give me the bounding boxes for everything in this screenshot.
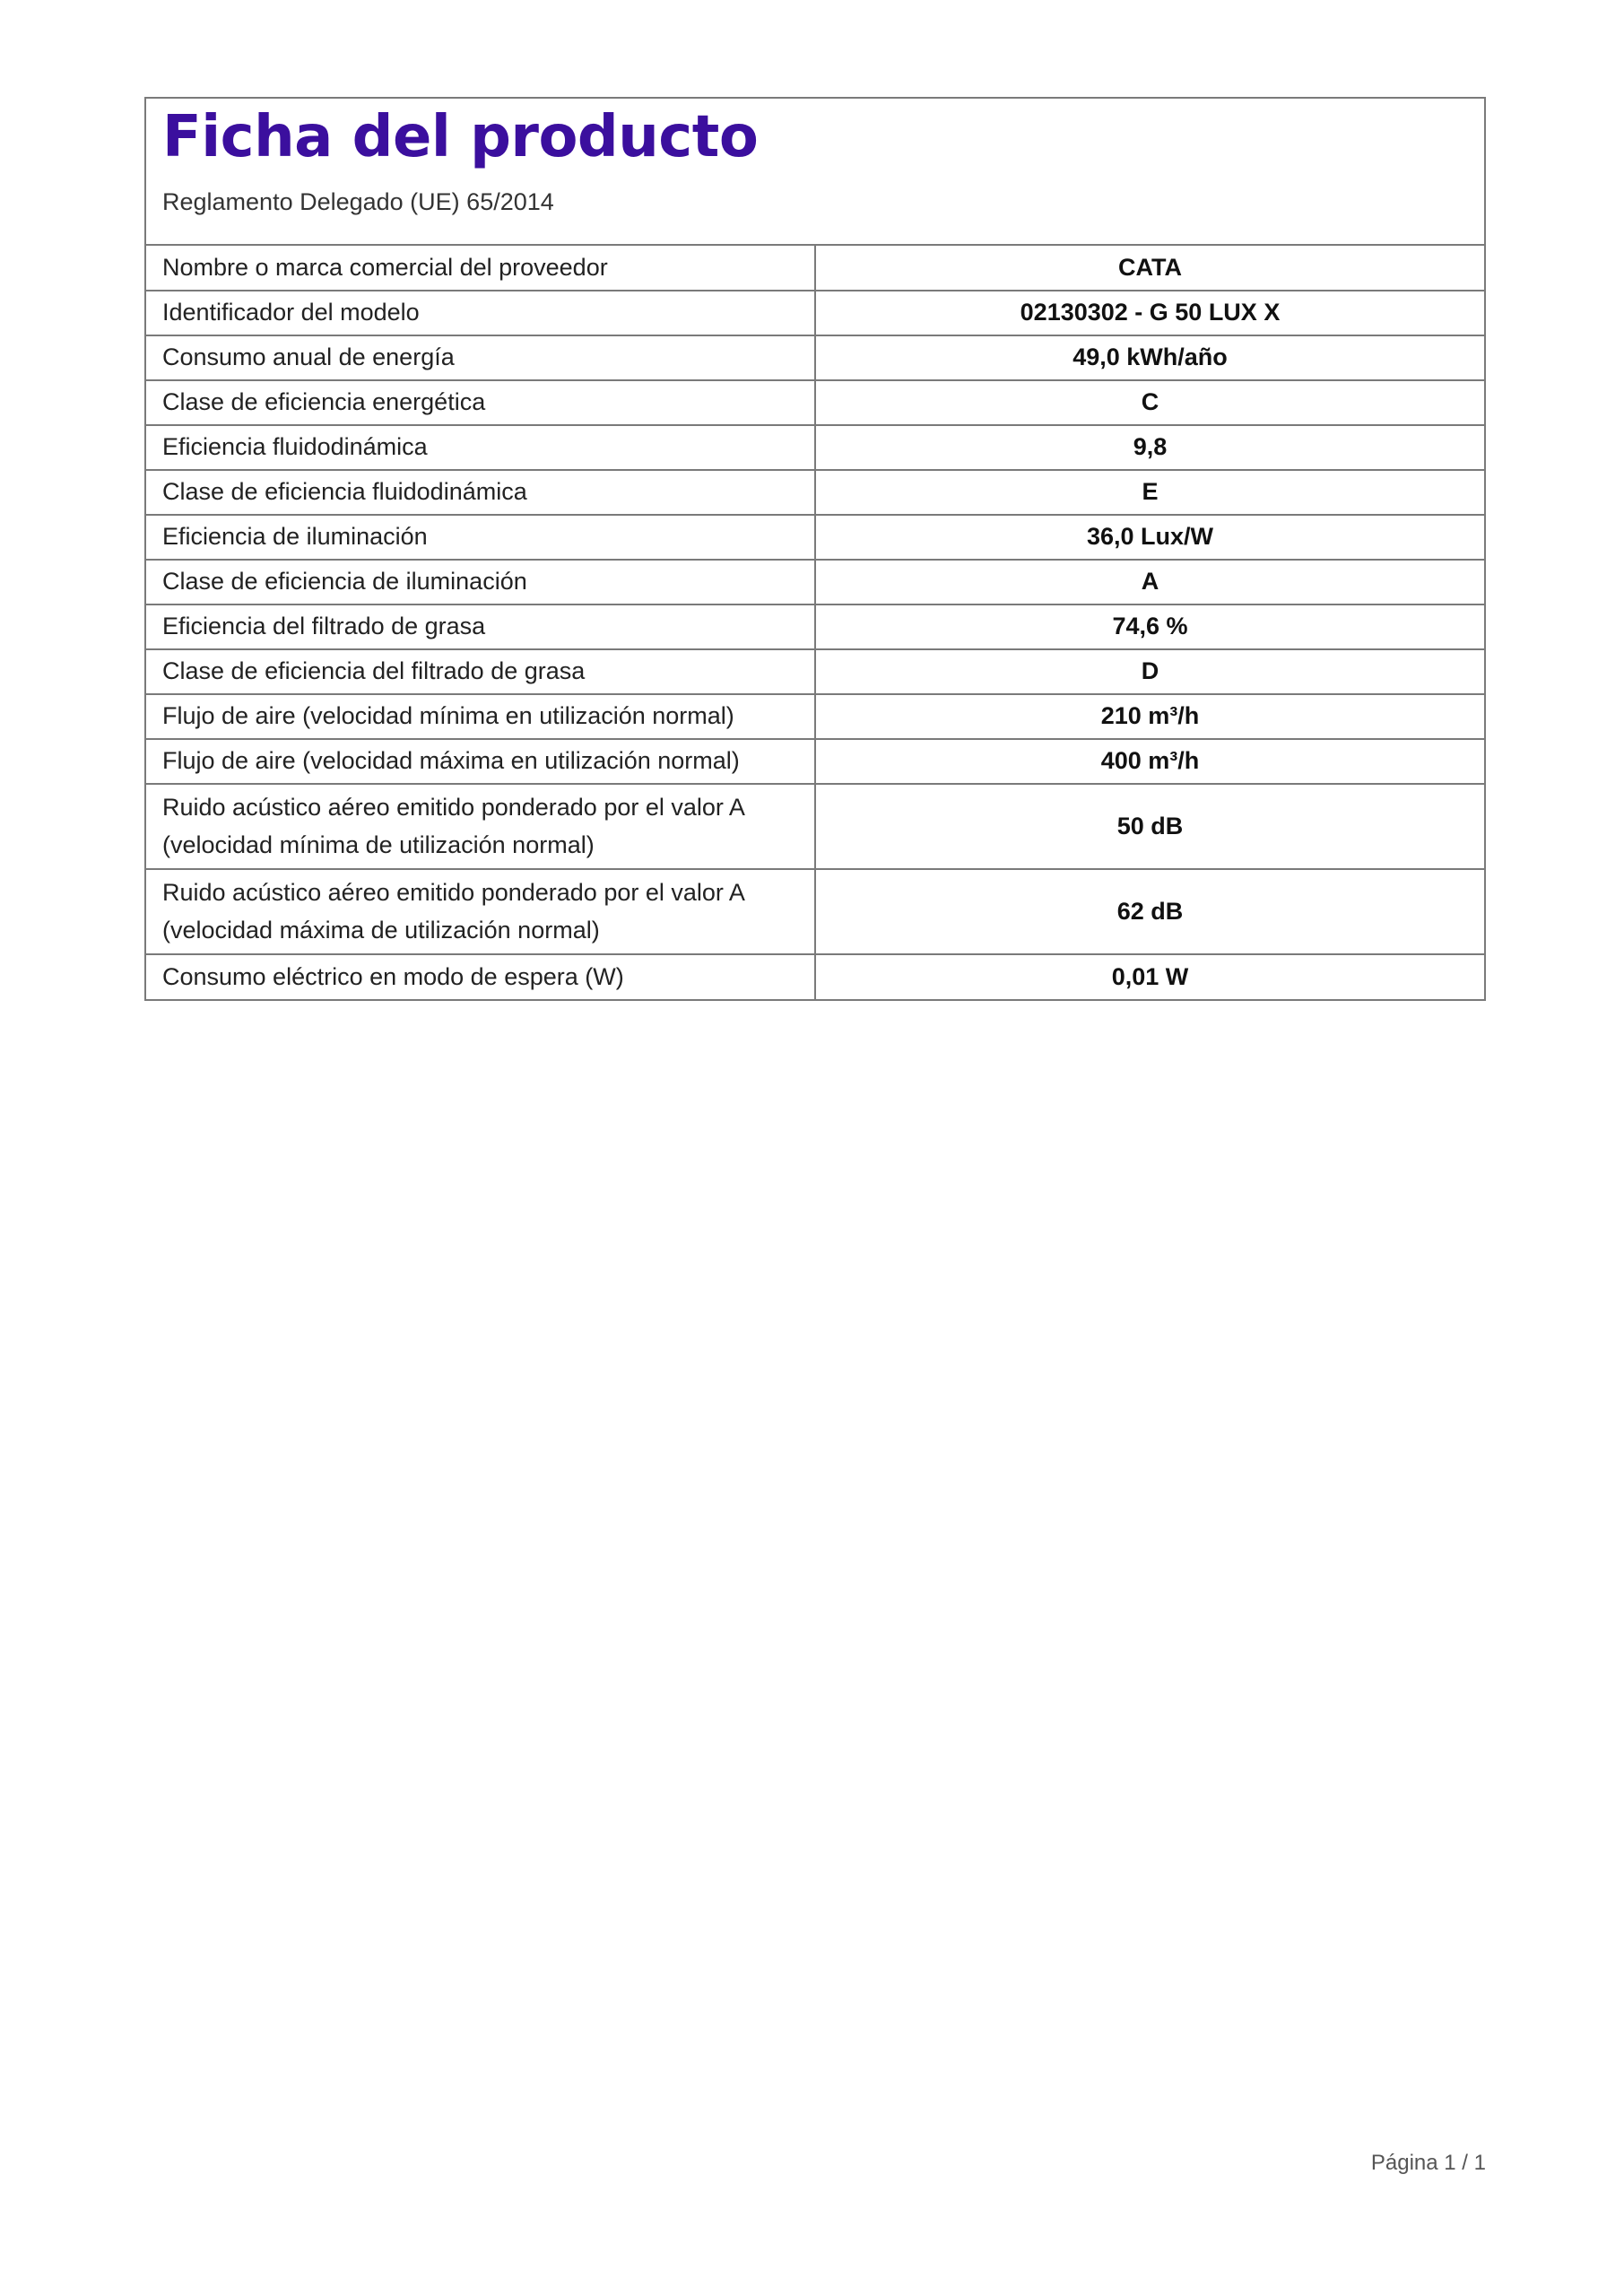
row-value: 62 dB — [815, 869, 1484, 954]
product-sheet — [144, 97, 1486, 1001]
row-value: 400 m³/h — [815, 739, 1484, 784]
row-label: Ruido acústico aéreo emitido ponderado por el valor A (velocidad mínima de utilización normal) — [146, 784, 815, 869]
table-row — [146, 380, 1484, 425]
row-label: Clase de eficiencia fluidodinámica — [146, 470, 815, 515]
row-value: D — [815, 649, 1484, 694]
table-row — [146, 425, 1484, 470]
spec-table — [146, 246, 1484, 999]
table-row — [146, 694, 1484, 739]
row-value: 02130302 - G 50 LUX X — [815, 291, 1484, 335]
table-row — [146, 470, 1484, 515]
row-label: Consumo anual de energía — [146, 335, 815, 380]
row-value: 210 m³/h — [815, 694, 1484, 739]
row-value: 74,6 % — [815, 604, 1484, 649]
table-row — [146, 515, 1484, 560]
row-value: 0,01 W — [1111, 962, 1189, 990]
table-row — [146, 739, 1484, 784]
row-label: Consumo eléctrico en modo de espera (W) — [146, 954, 815, 999]
row-label: Identificador del modelo — [146, 291, 815, 335]
row-label: Eficiencia del filtrado de grasa — [146, 604, 815, 649]
table-row — [146, 869, 1484, 954]
table-row — [146, 335, 1484, 380]
table-row — [146, 954, 1484, 999]
row-label: Ruido acústico aéreo emitido ponderado por el valor A (velocidad máxima de utilización normal) — [146, 869, 815, 954]
table-row — [146, 604, 1484, 649]
row-label: Clase de eficiencia energética — [146, 380, 815, 425]
row-value: E — [815, 470, 1484, 515]
row-value: 9,8 — [815, 425, 1484, 470]
row-value: C — [815, 380, 1484, 425]
row-value: 36,0 Lux/W — [815, 515, 1484, 560]
table-row — [146, 649, 1484, 694]
row-value: CATA — [815, 246, 1484, 291]
page-title: Ficha del producto — [162, 104, 759, 170]
table-row — [146, 784, 1484, 869]
table-row — [146, 246, 1484, 291]
row-label: Eficiencia de iluminación — [146, 515, 815, 560]
page-number: Página 1 / 1 — [1370, 2151, 1486, 2175]
row-label: Flujo de aire (velocidad máxima en utilización normal) — [146, 739, 815, 784]
row-label: Clase de eficiencia de iluminación — [146, 560, 815, 604]
row-label: Nombre o marca comercial del proveedor — [146, 246, 815, 291]
regulation-subtitle: Reglamento Delegado (UE) 65/2014 — [162, 188, 554, 216]
table-row — [146, 560, 1484, 604]
row-label: Flujo de aire (velocidad mínima en utilización normal) — [146, 694, 815, 739]
row-value: 50 dB — [815, 784, 1484, 869]
row-value: A — [815, 560, 1484, 604]
table-row — [146, 291, 1484, 335]
row-label: Eficiencia fluidodinámica — [146, 425, 815, 470]
row-label: Clase de eficiencia del filtrado de grasa — [146, 649, 815, 694]
sheet-header — [146, 99, 1484, 246]
row-value: 49,0 kWh/año — [815, 335, 1484, 380]
